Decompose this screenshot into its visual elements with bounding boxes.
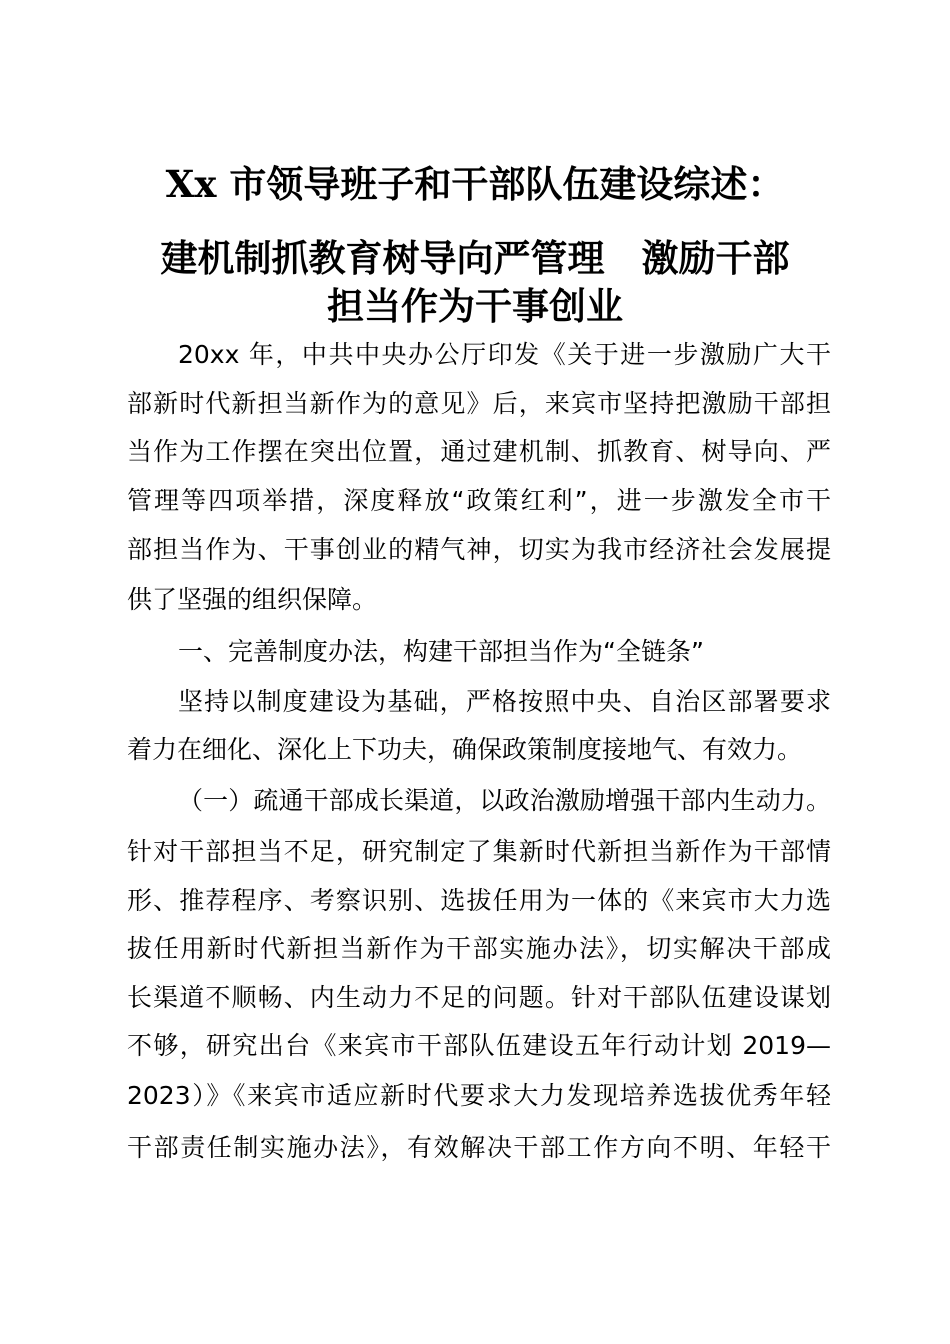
paragraph-line: 部担当作为、干事创业的精气神，切实为我市经济社会发展提	[127, 535, 831, 564]
paragraph-line: 部新时代新担当新作为的意见》后，来宾市坚持把激励干部担	[127, 389, 831, 418]
title-line-1: Xx 市领导班子和干部队伍建设综述：	[165, 162, 785, 206]
paragraph-line: 不够，研究出台《来宾市干部队伍建设五年行动计划 2019—	[127, 1031, 831, 1060]
paragraph-line: 针对干部担当不足，研究制定了集新时代新担当新作为干部情	[127, 837, 831, 866]
paragraph-line: 形、推荐程序、考察识别、选拔任用为一体的《来宾市大力选	[127, 886, 831, 915]
paragraph-line: 20xx 年，中共中央办公厅印发《关于进一步激励广大干	[178, 340, 831, 369]
paragraph-line: 干部责任制实施办法》，有效解决干部工作方向不明、年轻干	[127, 1133, 831, 1162]
paragraph-line: 当作为工作摆在突出位置，通过建机制、抓教育、树导向、严	[127, 437, 831, 466]
subsection-heading: （一）疏通干部成长渠道，以政治激励增强干部内生动力。	[178, 786, 831, 815]
paragraph-line: 着力在细化、深化上下功夫，确保政策制度接地气、有效力。	[127, 735, 803, 764]
paragraph-line: 管理等四项举措，深度释放“政策红利”，进一步激发全市干	[127, 486, 831, 515]
title-line-3: 担当作为干事创业	[327, 284, 623, 328]
paragraph-line: 供了坚强的组织保障。	[127, 585, 378, 614]
paragraph-line: 长渠道不顺畅、内生动力不足的问题。针对干部队伍建设谋划	[127, 983, 831, 1012]
paragraph-line: 坚持以制度建设为基础，严格按照中央、自治区部署要求	[178, 687, 831, 716]
paragraph-line: 拔任用新时代新担当新作为干部实施办法》，切实解决干部成	[127, 934, 831, 963]
section-heading: 一、完善制度办法，构建干部担当作为“全链条”	[178, 637, 704, 666]
title-line-2: 建机制抓教育树导向严管理 激励干部	[160, 236, 790, 280]
paragraph-line: 2023）》《来宾市适应新时代要求大力发现培养选拔优秀年轻	[127, 1081, 831, 1110]
